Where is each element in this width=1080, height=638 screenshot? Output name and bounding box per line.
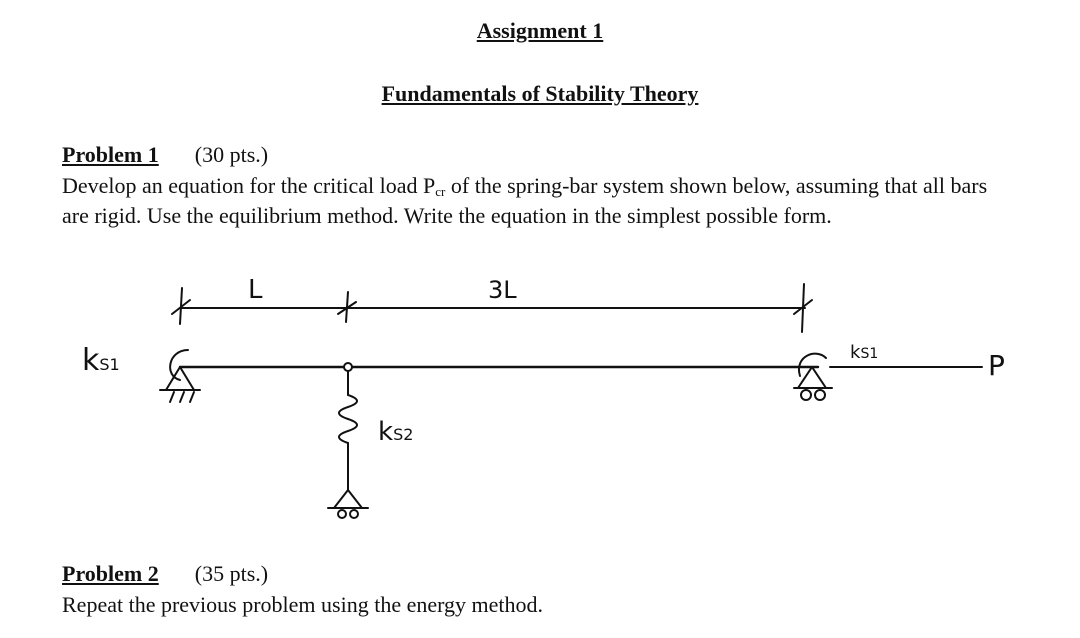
spring-label-middle-k: k — [378, 417, 394, 447]
dimension-label-left: L — [248, 275, 263, 305]
spring-label-middle-sub: S2 — [393, 425, 414, 444]
middle-spring-coil — [339, 395, 357, 443]
spring-label-right — [850, 342, 878, 363]
spring-label-right-sub: S1 — [860, 346, 879, 362]
spring-bar-figure — [60, 270, 1020, 535]
problem-2-header — [62, 561, 268, 587]
middle-roller-left — [338, 510, 346, 518]
right-roller-right — [815, 390, 825, 400]
left-ground-hatch — [170, 392, 194, 402]
problem-1-text-b: of the spring-bar system shown below, assuming that all bars are rigid. Use the equilibrium method. Write the equation in the simplest possible form. — [62, 173, 988, 228]
spring-label-left-sub: S1 — [99, 355, 120, 374]
problem-2-points: (35 pts.) — [194, 561, 269, 586]
spring-label-middle — [378, 417, 413, 447]
problem-2-label: Problem 2 — [62, 561, 159, 586]
right-roller-left — [801, 390, 811, 400]
dimension-label-right: 3L — [488, 276, 517, 304]
problem-1-statement — [62, 171, 992, 230]
spring-label-right-k: k — [850, 342, 861, 363]
problem-1-label: Problem 1 — [62, 142, 159, 167]
right-rotational-spring — [799, 354, 826, 376]
middle-roller-right — [350, 510, 358, 518]
problem-1-points: (30 pts.) — [194, 142, 269, 167]
right-pin-support — [798, 367, 826, 388]
problem-2-statement: Repeat the previous problem using the energy method. — [62, 592, 544, 617]
spring-label-left-k: k — [82, 343, 100, 378]
page-subtitle: Fundamentals of Stability Theory — [381, 81, 699, 106]
middle-support — [334, 490, 362, 508]
load-label: P — [988, 349, 1005, 382]
problem-1-text-a: Develop an equation for the critical load P — [62, 173, 436, 198]
critical-load-subscript: cr — [435, 184, 446, 199]
spring-label-left — [82, 343, 120, 378]
problem-1-header — [62, 142, 268, 168]
middle-hinge — [344, 363, 352, 371]
page-title: Assignment 1 — [476, 18, 604, 43]
